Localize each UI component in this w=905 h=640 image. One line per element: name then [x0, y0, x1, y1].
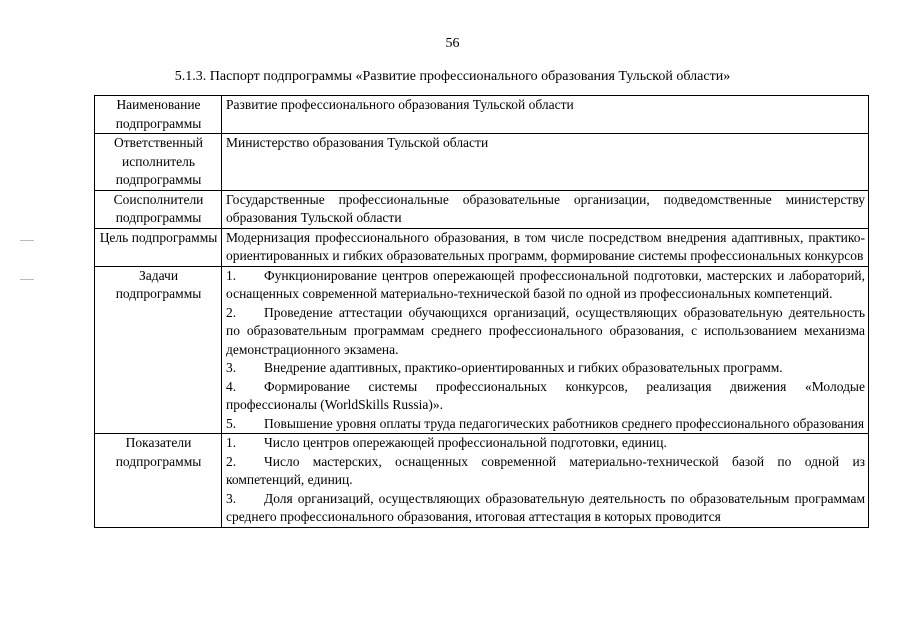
value-paragraph: [226, 134, 865, 153]
value-paragraph: [226, 191, 865, 228]
value-paragraph: [226, 434, 865, 453]
item-text: Число центров опережающей профессиональной подготовки, единиц.: [264, 435, 667, 450]
item-text: Формирование системы профессиональных конкурсов, реализация движения «Молодые профессионалы (WorldSkills Russia)».: [226, 378, 865, 412]
item-text: Повышение уровня оплаты труда педагогических работников среднего профессионального образования: [264, 415, 865, 431]
row-label: Цель подпрограммы: [95, 228, 222, 266]
passport-table-body: [95, 96, 869, 528]
scan-margin-marks: [20, 240, 34, 318]
row-value: [222, 190, 869, 228]
item-text: Модернизация профессионального образования, в том числе посредством внедрения адаптивных, практико-ориентированных и гибких образовательных программ, формирование системы профессиональных конкурсов: [226, 229, 865, 263]
item-number: 1.: [226, 435, 237, 450]
item-text: Внедрение адаптивных, практико-ориентированных и гибких образовательных программ.: [264, 360, 783, 375]
item-number: 2.: [226, 304, 237, 320]
item-number: 3.: [226, 490, 237, 506]
row-label: Ответственный исполнитель подпрограммы: [95, 134, 222, 191]
passport-row: [95, 228, 869, 266]
value-paragraph: [226, 378, 865, 415]
value-paragraph: [226, 490, 865, 527]
value-paragraph: [226, 453, 865, 490]
item-text: Министерство образования Тульской области: [226, 135, 489, 150]
value-paragraph: [226, 304, 865, 360]
item-number: 2.: [226, 453, 237, 469]
row-label: Соисполнители подпрограммы: [95, 190, 222, 228]
value-paragraph: [226, 359, 865, 378]
passport-row: [95, 190, 869, 228]
item-text: Развитие профессионального образования Тульской области: [226, 97, 574, 112]
value-paragraph: [226, 415, 865, 434]
passport-row: [95, 134, 869, 191]
item-number: 1.: [226, 267, 237, 283]
item-text: Государственные профессиональные образовательные организации, подведомственные министерству образования Тульской области: [226, 191, 865, 225]
page-number: 56: [445, 36, 460, 51]
item-number: 4.: [226, 378, 237, 394]
row-value: [222, 434, 869, 528]
value-paragraph: [226, 229, 865, 266]
value-paragraph: [226, 267, 865, 304]
subprogram-passport-table: [94, 95, 869, 528]
item-number: 3.: [226, 360, 237, 375]
item-text: Функционирование центров опережающей профессиональной подготовки, мастерских и лабораторий, оснащенных современной материально-технической базой по одной из профессиональных компетенций.: [226, 267, 865, 301]
margin-mark: [20, 240, 34, 241]
item-text: Число мастерских, оснащенных современной материально-технической базой по одной из компетенций, единиц.: [226, 453, 865, 487]
item-text: Проведение аттестации обучающихся организаций, осуществляющих образовательную деятельность по образовательным программам среднего профессионального образования, с использованием механизма демонстрационного экзамена.: [226, 304, 865, 357]
passport-row: [95, 434, 869, 528]
item-number: 5.: [226, 415, 237, 431]
row-value: [222, 96, 869, 134]
document-heading: 5.1.3. Паспорт подпрограммы «Развитие профессионального образования Тульской области»: [174, 69, 731, 84]
value-paragraph: [226, 96, 865, 115]
item-text: Доля организаций, осуществляющих образовательную деятельность по образовательным программам среднего профессионального образования, итоговая аттестация в которых проводится: [226, 490, 865, 524]
passport-row: [95, 266, 869, 434]
row-value: [222, 228, 869, 266]
passport-row: [95, 96, 869, 134]
row-label: Задачи подпрограммы: [95, 266, 222, 434]
row-value: [222, 266, 869, 434]
row-label: Наименование подпрограммы: [95, 96, 222, 134]
margin-mark: [20, 279, 34, 280]
row-label: Показатели подпрограммы: [95, 434, 222, 528]
row-value: [222, 134, 869, 191]
